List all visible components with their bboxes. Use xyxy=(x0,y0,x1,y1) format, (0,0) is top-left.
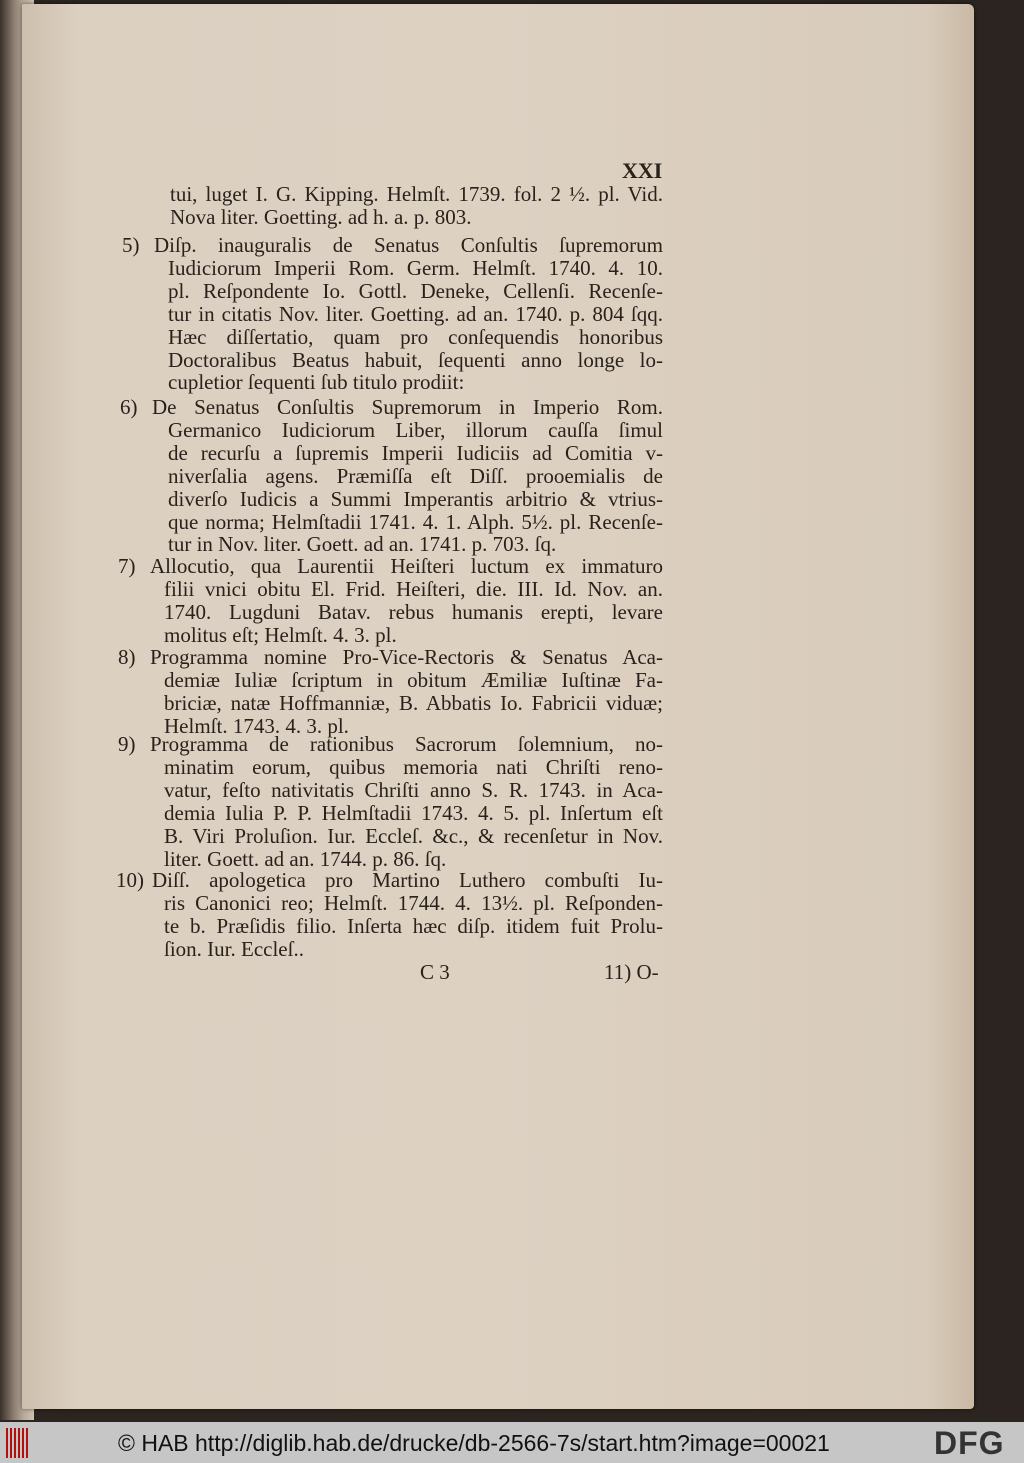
text-line: demiæ Iuliæ ſcriptum in obitum Æmiliæ Iuſtinæ Fa- xyxy=(164,667,663,692)
text-line: demia Iulia P. P. Helmſtadii 1743. 4. 5. pl. Inſertum eſt xyxy=(164,800,663,825)
item-7 xyxy=(118,554,663,647)
catchword: 11) O- xyxy=(604,960,659,984)
dfg-logo: DFG xyxy=(934,1425,1005,1461)
text-line: te b. Præſidis filio. Inſerta hæc diſp. itidem fuit Prolu- xyxy=(164,913,663,938)
text-line: liter. Goett. ad an. 1744. p. 86. ſq. xyxy=(164,846,447,871)
text-line: Diſp. inauguralis de Senatus Conſultis ſupremorum xyxy=(154,233,663,257)
text-line: Nova liter. Goetting. ad h. a. p. 803. xyxy=(170,204,472,229)
page-number: XXI xyxy=(622,158,663,183)
copyright-url: © HAB http://diglib.hab.de/drucke/db-2566-7s/start.htm?image=00021 xyxy=(118,1430,830,1456)
item-number: 9) xyxy=(118,732,136,756)
text-line: minatim eorum, quibus memoria nati Chriſti reno- xyxy=(164,754,663,779)
item-6 xyxy=(120,395,663,557)
hab-logo-icon xyxy=(6,1428,28,1458)
text-line: Programma nomine Pro-Vice-Rectoris & Senatus Aca- xyxy=(150,645,663,669)
text-line: De Senatus Conſultis Supremorum in Imperio Rom. xyxy=(152,395,663,419)
text-line: niverſalia agens. Præmiſſa eſt Diſſ. prooemialis de xyxy=(168,463,663,488)
text-line: que norma; Helmſtadii 1741. 4. 1. Alph. 5½. pl. Recenſe- xyxy=(168,509,663,534)
text-line: molitus eſt; Helmſt. 4. 3. pl. xyxy=(164,622,397,647)
text-line: B. Viri Proluſion. Iur. Eccleſ. &c., & recenſetur in Nov. xyxy=(164,823,663,848)
item-5 xyxy=(122,233,663,395)
text-line: ſion. Iur. Eccleſ.. xyxy=(164,936,304,961)
item-number: 5) xyxy=(122,233,140,257)
text-line: de recurſu a ſupremis Imperii Iudiciis ad Comitia v- xyxy=(168,440,663,465)
item-number: 6) xyxy=(120,395,138,419)
text-line: tur in citatis Nov. liter. Goetting. ad an. 1740. p. 804 ſqq. xyxy=(168,301,663,326)
text-line: tur in Nov. liter. Goett. ad an. 1741. p. 703. ſq. xyxy=(168,532,557,557)
item-number: 10) xyxy=(116,868,144,892)
text-line: briciæ, natæ Hoffmanniæ, B. Abbatis Io. Fabricii viduæ; xyxy=(164,690,663,715)
item-number: 7) xyxy=(118,554,136,578)
text-line: cupletior ſequenti ſub titulo prodiit: xyxy=(168,370,465,395)
text-line: pl. Reſpondente Io. Gottl. Deneke, Cellenſi. Recenſe- xyxy=(168,278,663,303)
item-10 xyxy=(116,868,663,961)
text-line: Allocutio, qua Laurentii Heiſteri luctum ex immaturo xyxy=(150,554,663,578)
text-line: Diſſ. apologetica pro Martino Luthero combuſti Iu- xyxy=(152,868,663,892)
text-line: tui, luget I. G. Kipping. Helmſt. 1739. fol. 2 ½. pl. Vid. xyxy=(170,182,663,206)
text-line: ris Canonici reo; Helmſt. 1744. 4. 13½. pl. Reſponden- xyxy=(164,890,663,915)
text-line: Germanico Iudiciorum Liber, illorum cauſſa ſimul xyxy=(168,417,663,442)
text-line: vatur, feſto nativitatis Chriſti anno S. R. 1743. in Aca- xyxy=(164,777,663,802)
text-line: Hæc diſſertatio, quam pro conſequendis honoribus xyxy=(168,324,663,349)
footer-bar xyxy=(0,1422,1024,1463)
text-line: diverſo Iudicis a Summi Imperantis arbitrio & vtrius- xyxy=(168,486,663,511)
signature-mark: C 3 xyxy=(420,960,450,984)
text-line: 1740. Lugduni Batav. rebus humanis erepti, levare xyxy=(164,599,663,624)
item-number: 8) xyxy=(118,645,136,669)
item-8 xyxy=(118,645,663,738)
text-line: Iudiciorum Imperii Rom. Germ. Helmſt. 1740. 4. 10. xyxy=(168,255,663,280)
text-line: filii vnici obitu El. Frid. Heiſteri, die. III. Id. Nov. an. xyxy=(164,576,663,601)
item-9 xyxy=(118,732,663,871)
text-line: Helmſt. 1743. 4. 3. pl. xyxy=(164,713,349,738)
text-line: Doctoralibus Beatus habuit, ſequenti anno longe lo- xyxy=(168,347,663,372)
continuation-paragraph xyxy=(170,183,663,229)
text-line: Programma de rationibus Sacrorum ſolemnium, no- xyxy=(150,732,663,756)
